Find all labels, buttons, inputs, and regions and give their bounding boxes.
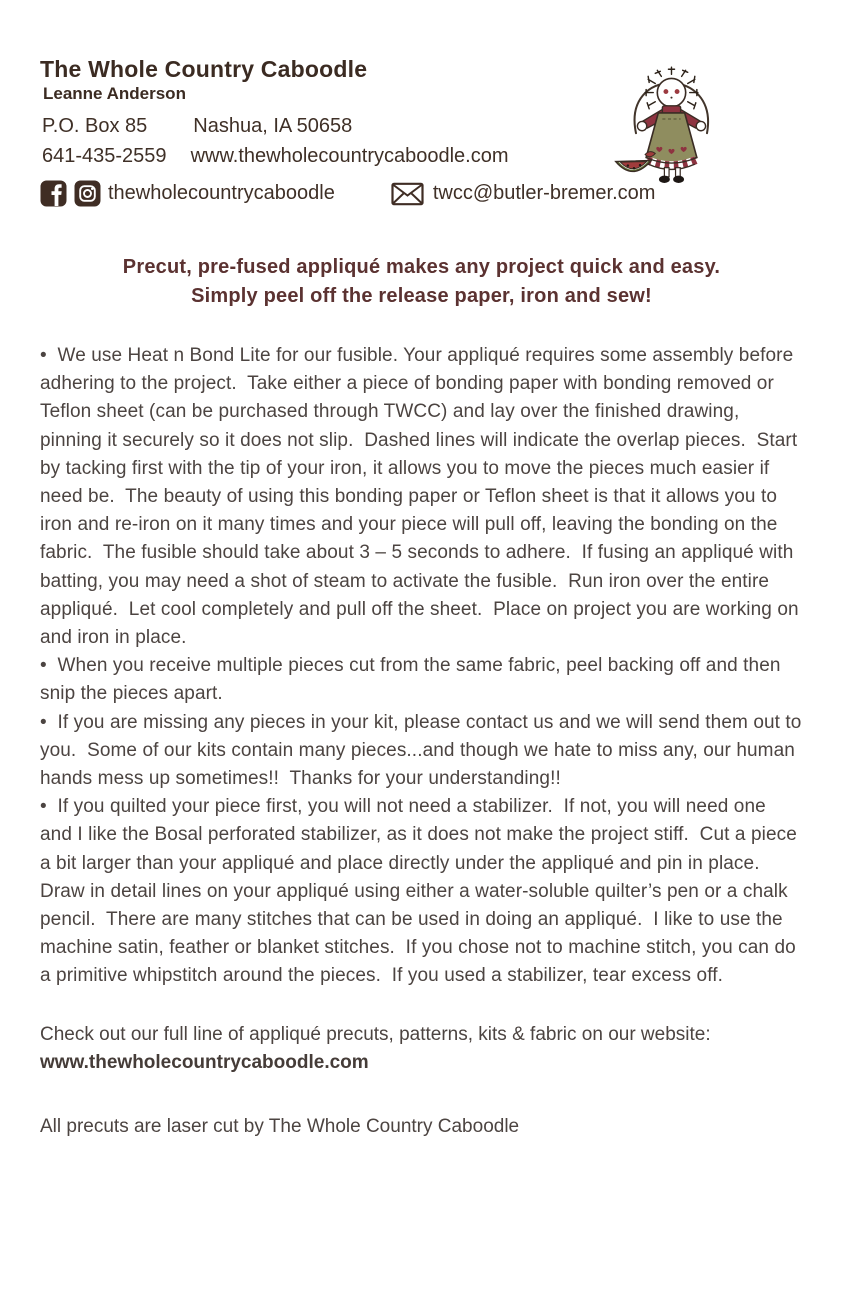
po-box: P.O. Box 85 xyxy=(42,115,148,137)
envelope-icon xyxy=(391,182,424,206)
checkout-text: Check out our full line of appliqué precuts, patterns, kits & fabric on our website: xyxy=(40,1023,711,1045)
instruction-bullet-4: • If you quilted your piece first, you will not need a stabilizer. If not, you will need one and I like the Bosal perforated stabilizer, as it does not make the project stiff. Cut a piece a bit larger than your appliqué and place directly under the appliqué and pin in place. Draw in detail lines on your appliqué using either a water-soluble quilter’s pen or a chalk pencil. There are many stitches that can be used in doing an appliqué. I like to use the machine satin, feather or blanket stitches. If you chose not to machine stitch, you can do a primitive whipstitch around the pieces. If you used a stabilizer, tear excess off. xyxy=(40,796,803,987)
checkout-website-url[interactable]: www.thewholecountrycaboodle.com xyxy=(40,1051,369,1073)
instruction-bullet-3: • If you are missing any pieces in your kit, please contact us and we will send them out to you. Some of our kits contain many pieces...and though we hate to miss any, our human hands mess up sometimes!! Thanks for your understanding!! xyxy=(40,711,807,790)
owner-name: Leanne Anderson xyxy=(43,84,186,103)
website-url[interactable]: www.thewholecountrycaboodle.com xyxy=(190,145,509,167)
facebook-icon[interactable] xyxy=(40,180,67,207)
company-name: The Whole Country Caboodle xyxy=(40,56,368,82)
doll-illustration xyxy=(597,50,747,192)
watermelon-slice xyxy=(616,152,656,172)
intro-headline xyxy=(40,253,803,311)
city-state-zip: Nashua, IA 50658 xyxy=(193,115,353,137)
social-handle[interactable]: thewholecountrycaboodle xyxy=(108,182,335,204)
instructions xyxy=(40,342,807,991)
intro-line-2: Simply peel off the release paper, iron and sew! xyxy=(191,285,652,307)
instruction-bullet-2: • When you receive multiple pieces cut from the same fabric, peel backing off and then snip the pieces apart. xyxy=(40,655,786,705)
header xyxy=(40,56,803,207)
email-address[interactable]: twcc@butler-bremer.com xyxy=(432,182,656,204)
intro-line-1: Precut, pre-fused appliqué makes any project quick and easy. xyxy=(122,256,721,278)
phone-number: 641-435-2559 xyxy=(42,145,167,167)
instruction-bullet-1: • We use Heat n Bond Lite for our fusible. Your appliqué requires some assembly before adhering to the project. Take either a piece of bonding paper with bonding removed or Teflon sheet (can be purchased through TWCC) and lay over the finished drawing, pinning it securely so it does not slip. Dashed lines will indicate the overlap pieces. Start by tacking first with the tip of your iron, it allows you to move the pieces much easier if need be. The beauty of using this bonding paper or Teflon sheet is that it allows you to iron and re-iron on it many times and your piece will pull off, leaving the bonding on the fabric. The fusible should take about 3 – 5 seconds to adhere. If fusing an appliqué with batting, you may need a shot of steam to activate the fusible. Run iron over the entire appliqué. Let cool completely and pull off the sheet. Place on project you are working on and iron in place. xyxy=(40,345,805,649)
checkout-note xyxy=(40,1021,803,1077)
instagram-icon[interactable] xyxy=(74,180,101,207)
laser-cut-note: All precuts are laser cut by The Whole Country Caboodle xyxy=(40,1116,520,1138)
